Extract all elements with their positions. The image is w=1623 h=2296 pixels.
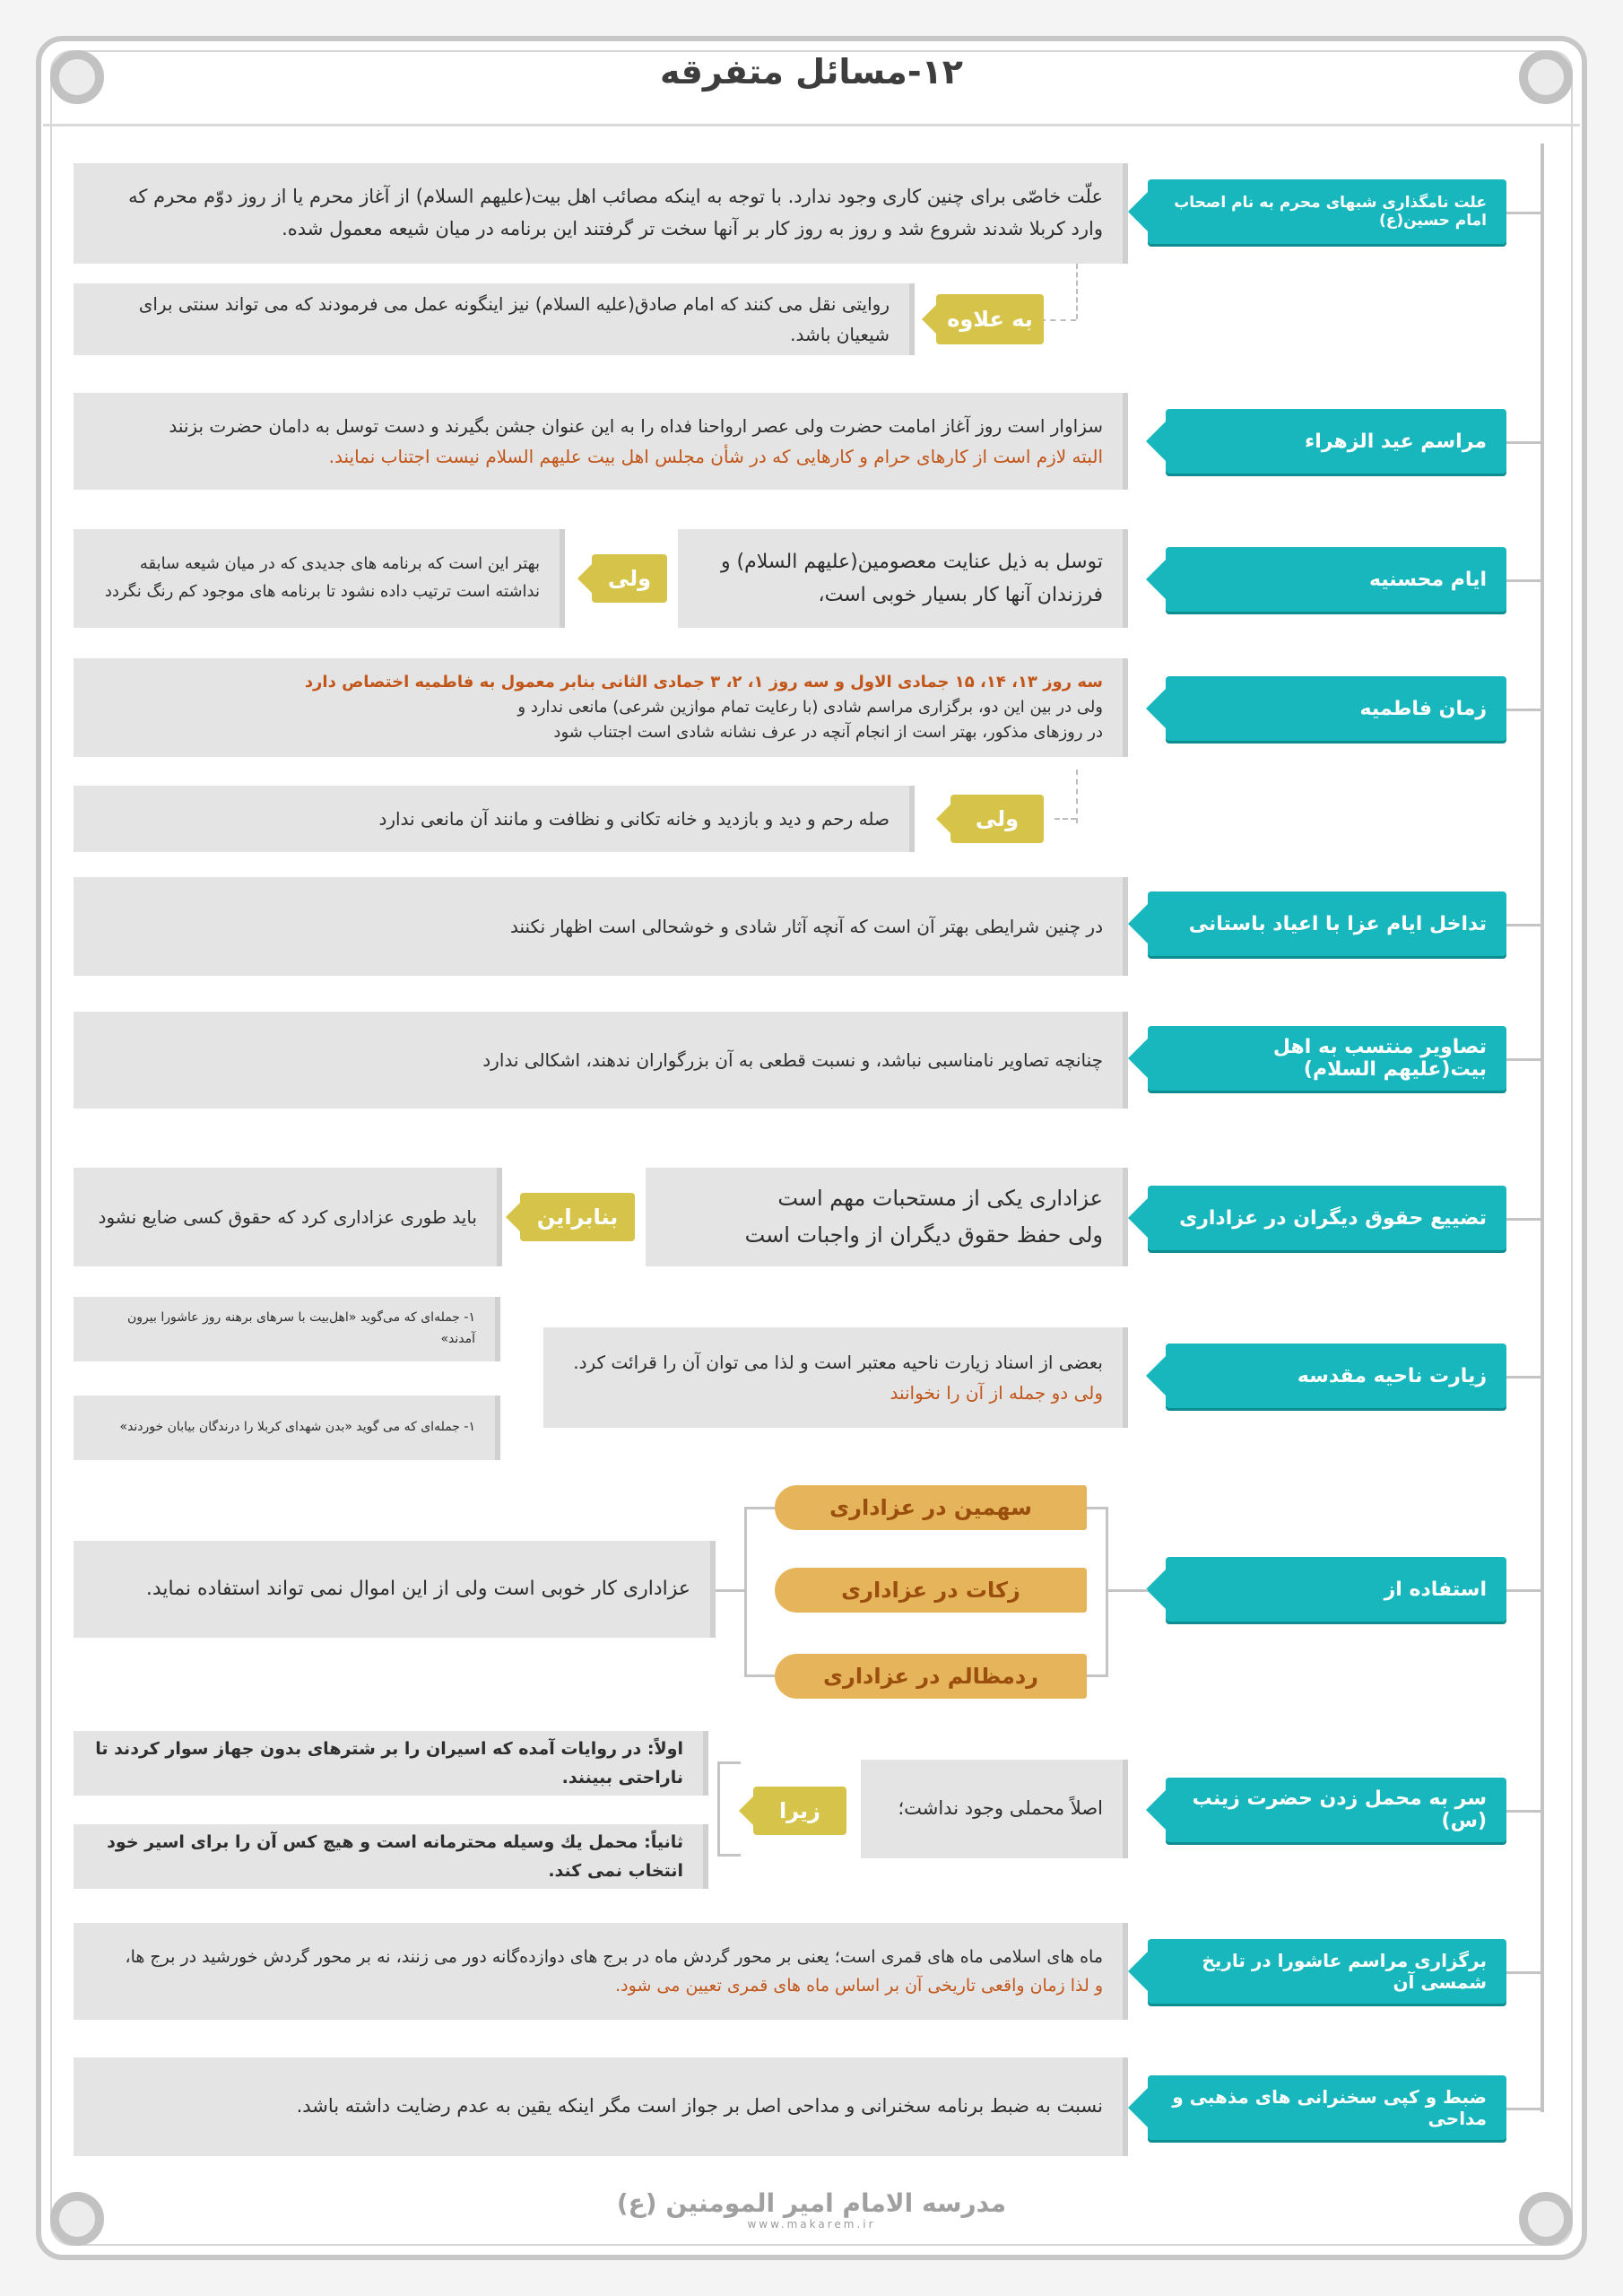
box-line: بعضی از اسناد زیارت ناحیه معتبر است و لذا می توان آن را قرائت کرد. (573, 1352, 1103, 1373)
connector (1506, 1218, 1542, 1221)
box-line: ولی در بین این دو، برگزاری مراسم شادی (با رعایت تمام موازین شرعی) مانعی ندارد و (517, 698, 1103, 718)
topic-tag: تصاویر منتسب به اهل بیت(علیهم السلام) (1148, 1026, 1506, 1091)
topic-tag: استفاده از (1166, 1557, 1506, 1622)
box-line: ماه های اسلامی ماه های قمری است؛ یعنی بر محور گردش ماه در برج های دوازده‌گانه دور می زنند، نه بر محور گردش خورشید در برج ها، (125, 1946, 1103, 1967)
tree-spine (1541, 144, 1544, 2112)
box-line: عزاداری یکی از مستحبات مهم است (777, 1186, 1103, 1212)
connector (1506, 579, 1542, 582)
box-line-highlight: البته لازم است از کارهای حرام و کارهایی که در شأن مجلس اهل بیت علیهم السلام نیست اجتناب نمایند. (328, 446, 1103, 467)
label-tag: ولی (950, 795, 1044, 843)
topic-tag: مراسم عید الزهراء (1166, 409, 1506, 474)
topic-box (74, 1923, 1128, 2020)
option-pill: ردمظالم در عزاداری (775, 1654, 1087, 1699)
topic-box: چنانچه تصاویر نامناسبی نباشد، و نسبت قطعی به آن بزرگواران ندهند، اشکالی ندارد (74, 1012, 1128, 1109)
topic-tag: ضبط و کپی سخنرانی های مذهبی و مداحی (1148, 2075, 1506, 2140)
box-line: سزاوار است روز آغاز امامت حضرت ولی عصر ارواحنا فداه را به این عنوان جشن بگیرند و دست توسل به دامان حضرت بزنند (169, 415, 1103, 437)
topic-box: صله رحم و دید و بازدید و خانه تکانی و نظافت و مانند آن مانعی ندارد (74, 786, 915, 852)
box-line-highlight: و لذا زمان واقعی تاریخی آن بر اساس ماه های قمری تعیین می شود. (615, 1976, 1103, 1996)
connector (1506, 441, 1542, 444)
connector (1506, 1810, 1542, 1813)
connector (1506, 1376, 1542, 1378)
topic-tag: علت نامگذاری شبهای محرم به نام اصحاب امام حسین(ع) (1148, 179, 1506, 244)
topic-tag: سر به محمل زدن حضرت زینب (س) (1166, 1778, 1506, 1842)
topic-box: اولاً: در روایات آمده که اسیران را بر شترهای بدون جهاز سوار کردند تا ناراحتی ببینند. (74, 1731, 708, 1796)
dashed-connector (1076, 770, 1078, 823)
footer-logo (0, 2188, 1623, 2231)
label-tag: ولی (592, 554, 667, 603)
logo-calligraphy: مدرسه الامام امیر المومنین (ع) (616, 2188, 1007, 2218)
topic-box: ۱- جمله‌ای که می‌گوید «اهل‌بیت با سرهای برهنه روز عاشورا بیرون آمدند» (74, 1297, 500, 1361)
topic-box: بهتر این است که برنامه های جدیدی که در میان شیعه سابقه نداشته است ترتیب داده نشود تا برنامه های موجود کم رنگ نگردد (74, 529, 565, 628)
connector (1506, 1058, 1542, 1061)
connector (1506, 2108, 1542, 2110)
connector (1108, 1589, 1148, 1592)
option-pill: سهمین در عزاداری (775, 1485, 1087, 1530)
connector (1506, 212, 1542, 214)
topic-box: نسبت به ضبط برنامه سخنرانی و مداحی اصل بر جواز است مگر اینکه یقین به عدم رضایت داشته باشد. (74, 2057, 1128, 2156)
topic-box (543, 1327, 1128, 1428)
title-divider (43, 124, 1580, 126)
topic-box (74, 393, 1128, 490)
topic-box: توسل به ذیل عنایت معصومین(علیهم السلام) و فرزندان آنها کار بسیار خوبی است، (678, 529, 1128, 628)
box-line-highlight: ولی دو جمله از آن را نخوانند (890, 1382, 1103, 1404)
site-url: www.makarem.ir (747, 2218, 876, 2231)
topic-box: روایتی نقل می کنند که امام صادق(علیه السلام) نیز اینگونه عمل می فرمودند که می تواند سنتی برای شیعیان باشد. (74, 283, 915, 355)
dashed-connector (1040, 319, 1076, 321)
topic-box: عزاداری کار خوبی است ولی از این اموال نمی تواند استفاده نماید. (74, 1541, 716, 1638)
topic-tag: تضییع حقوق دیگران در عزاداری (1148, 1186, 1506, 1250)
label-tag: به علاوه (936, 294, 1044, 344)
connector (1506, 709, 1542, 711)
option-pill: زکات در عزاداری (775, 1568, 1087, 1613)
topic-tag: برگزاری مراسم عاشورا در تاریخ شمسی آن (1148, 1939, 1506, 2004)
dashed-connector (1055, 818, 1076, 820)
label-tag: زیرا (753, 1787, 846, 1835)
topic-box: ۱- جمله‌ای که می گوید «بدن شهدای کربلا را درندگان بیابان خوردند» (74, 1396, 500, 1460)
topic-tag: زمان فاطمیه (1166, 676, 1506, 741)
connector (716, 1589, 744, 1592)
topic-box (646, 1168, 1128, 1266)
bracket-connector (717, 1761, 741, 1857)
topic-box: باید طوری عزاداری کرد که حقوق کسی ضایع نشود (74, 1168, 502, 1266)
bracket-connector (1087, 1507, 1108, 1677)
label-tag: بنابراین (520, 1193, 635, 1241)
topic-tag: تداخل ایام عزا با اعیاد باستانی (1148, 891, 1506, 956)
topic-tag: ایام محسنیه (1166, 547, 1506, 612)
topic-box: در چنین شرایطی بهتر آن است که آنچه آثار شادی و خوشحالی است اظهار نکنند (74, 877, 1128, 976)
box-line-highlight: سه روز ۱۳، ۱۴، ۱۵ جمادی الاول و سه روز ۱، ۲، ۳ جمادی الثانی بنابر معمول به فاطمیه اختصاص دارد (304, 673, 1103, 692)
page-title: ۱۲-مسائل متفرقه (660, 52, 963, 91)
connector (1506, 1589, 1542, 1592)
bracket-connector (744, 1507, 775, 1677)
topic-box: ثانیاً: محمل یك وسیله محترمانه است و هیچ کس آن را برای اسیر خود انتخاب نمی کند. (74, 1824, 708, 1889)
connector (1506, 924, 1542, 926)
connector (1506, 1971, 1542, 1974)
dashed-connector (1076, 264, 1078, 319)
topic-box: علّت خاصّی برای چنین کاری وجود ندارد. با توجه به اینکه مصائب اهل بیت(علیهم السلام) از آغاز محرم یا از روز دوّم محرم که وارد کربلا شدند شروع شد و روز به روز کار بر آنها سخت تر گرفتند این برنامه در میان شیعه معمول شده. (74, 163, 1128, 264)
topic-box: اصلاً محملی وجود نداشت؛ (861, 1760, 1128, 1858)
box-line: در روزهای مذکور، بهتر است از انجام آنچه در عرف نشانه شادی است اجتناب شود (553, 722, 1103, 742)
box-line: ولی حفظ حقوق دیگران از واجبات است (744, 1222, 1103, 1248)
topic-tag: زیارت ناحیه مقدسه (1166, 1344, 1506, 1408)
topic-box (74, 658, 1128, 757)
